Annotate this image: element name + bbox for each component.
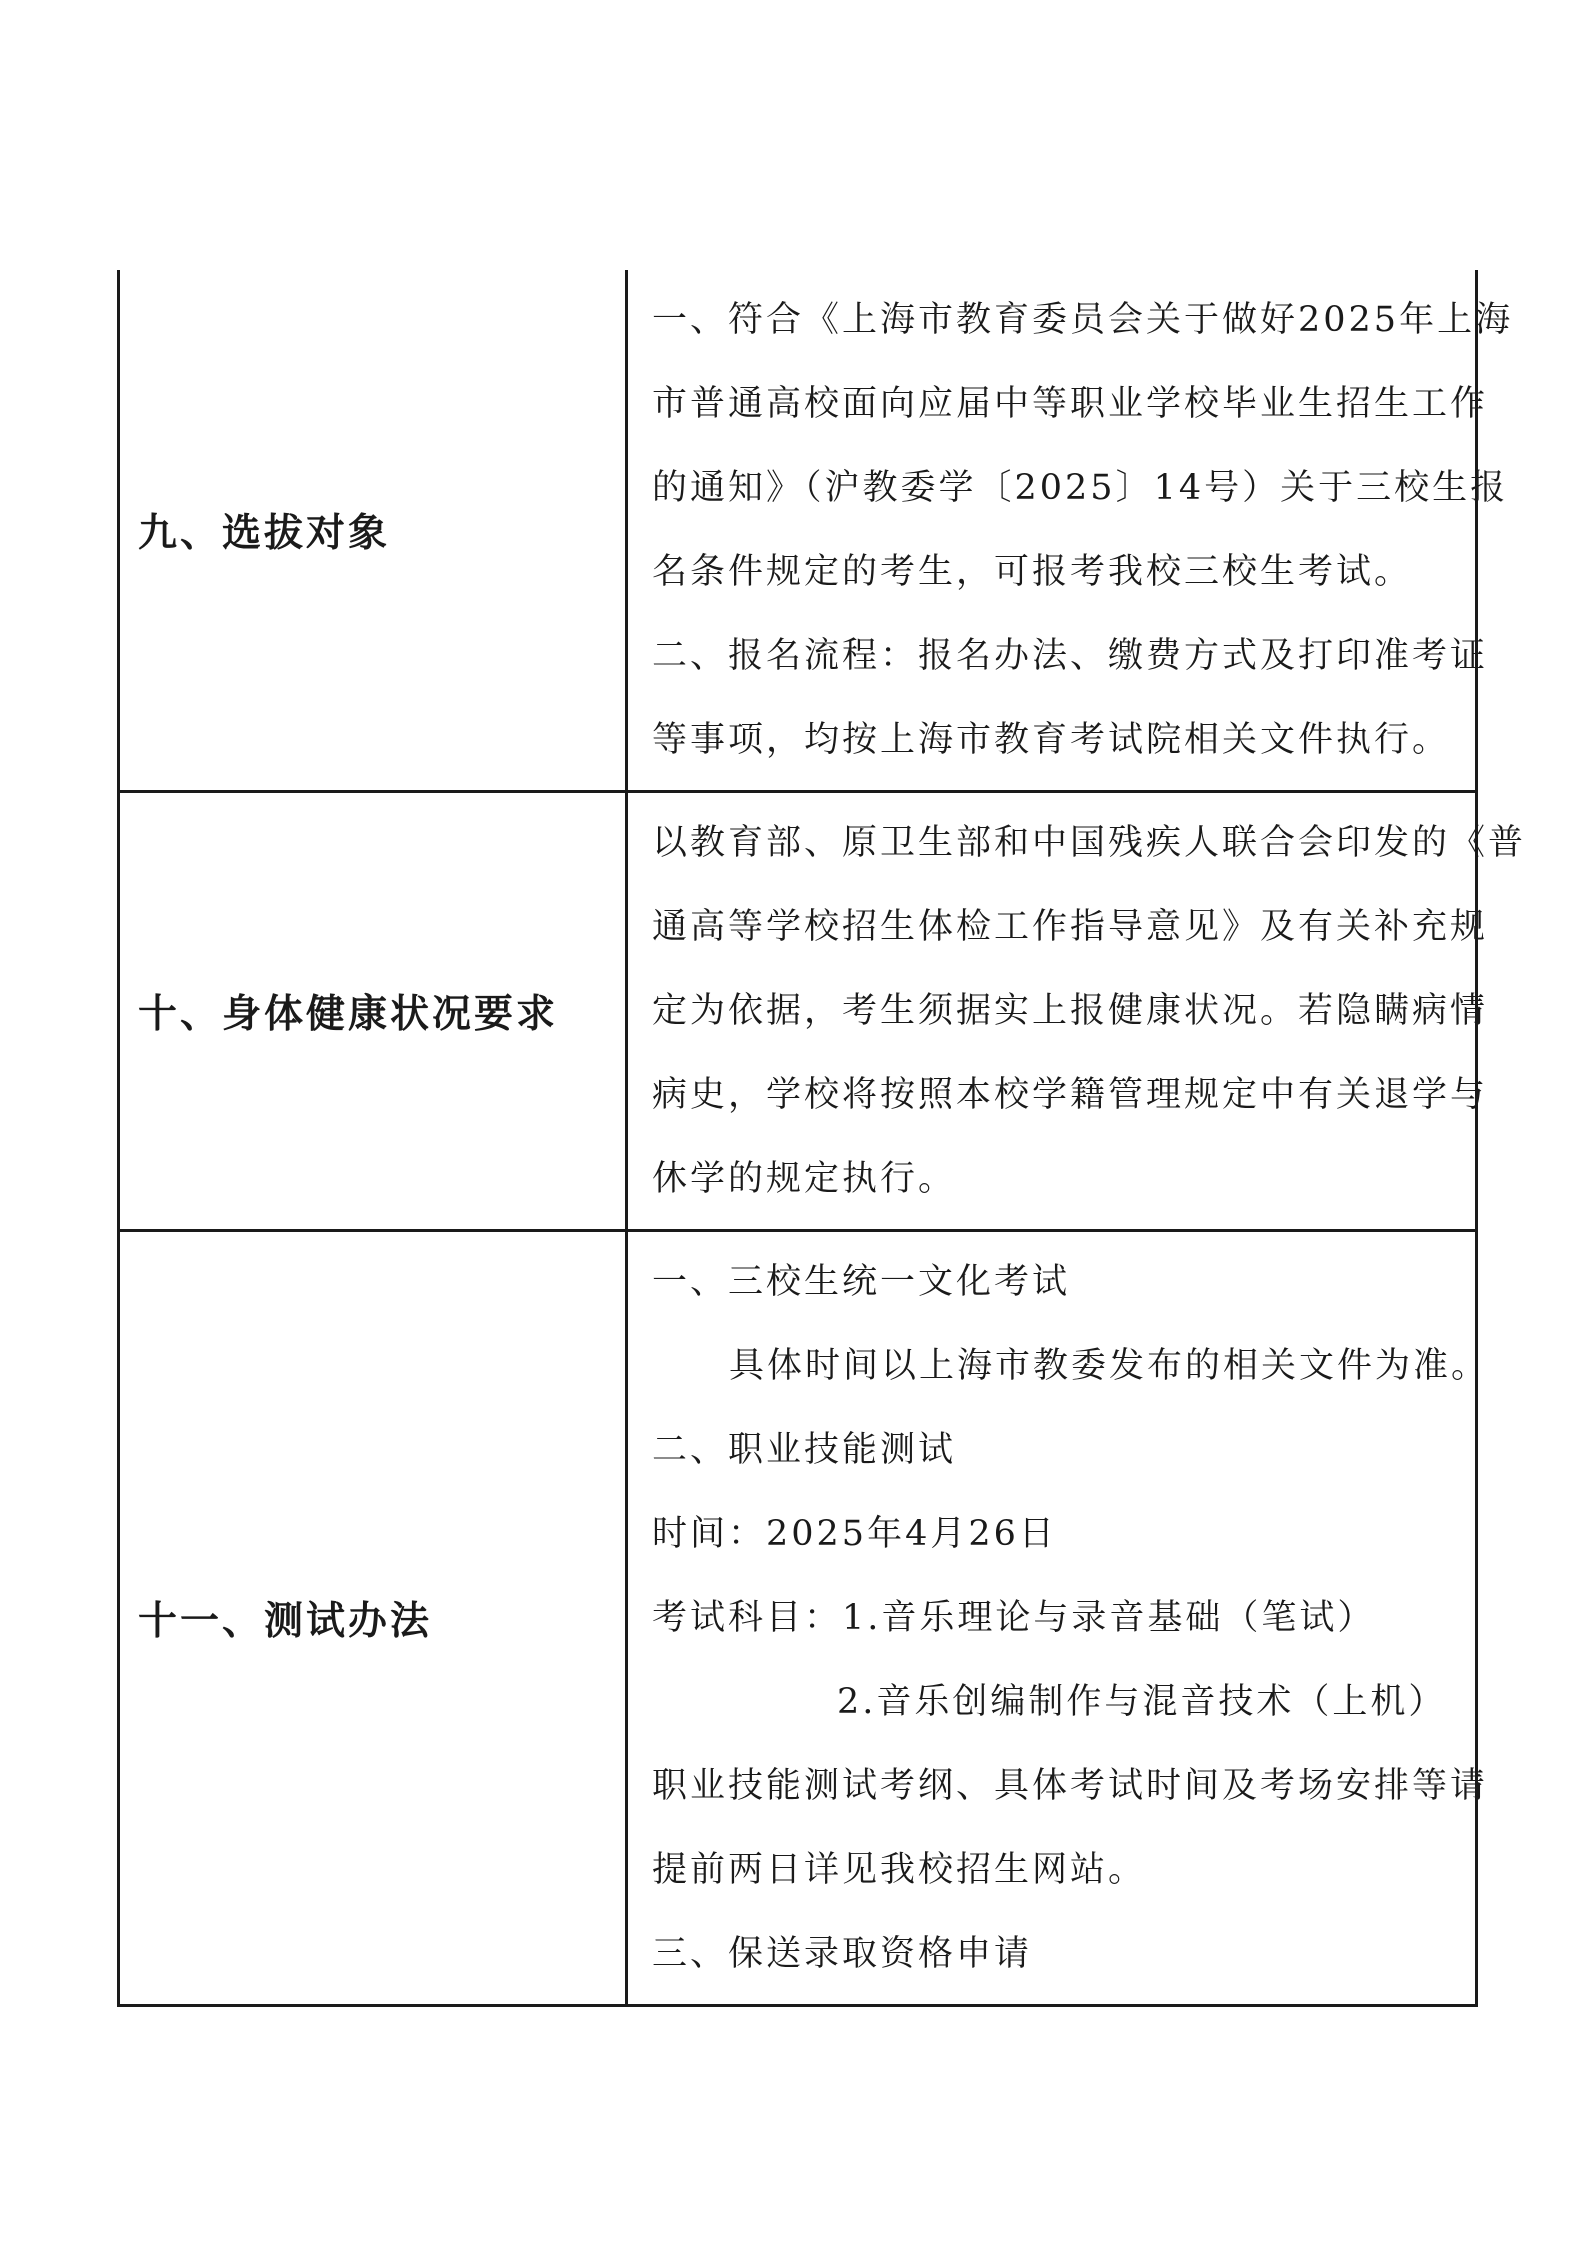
content-line: 二、报名流程：报名办法、缴费方式及打印准考证 <box>652 636 1489 676</box>
content-line: 提前两日详见我校招生网站。 <box>652 1850 1147 1890</box>
content-line: 一、符合《上海市教育委员会关于做好2025年上海 <box>652 300 1514 340</box>
row-content <box>627 270 1514 792</box>
content-line: 具体时间以上海市教委发布的相关文件为准。 <box>729 1346 1490 1386</box>
content-line: 三、保送录取资格申请 <box>652 1934 1033 1974</box>
content-line: 考试科目：1.音乐理论与录音基础（笔试） <box>652 1598 1376 1638</box>
content-line: 等事项，均按上海市教育考试院相关文件执行。 <box>652 720 1451 760</box>
content-line: 定为依据，考生须据实上报健康状况。若隐瞒病情 <box>652 991 1489 1031</box>
row-label: 九、选拔对象 <box>119 270 627 792</box>
table-row <box>119 792 1477 1231</box>
content-line: 市普通高校面向应届中等职业学校毕业生招生工作 <box>652 384 1489 424</box>
table-row <box>119 1231 1477 2006</box>
content-line: 病史，学校将按照本校学籍管理规定中有关退学与 <box>652 1075 1489 1115</box>
content-line: 休学的规定执行。 <box>652 1159 957 1199</box>
admissions-table <box>117 270 1527 2007</box>
content-line: 以教育部、原卫生部和中国残疾人联合会印发的《普 <box>652 823 1527 863</box>
content-line: 一、三校生统一文化考试 <box>652 1262 1071 1302</box>
row-content <box>627 1231 1490 2006</box>
table-row <box>119 270 1477 792</box>
content-line: 的通知》（沪教委学〔2025〕14号）关于三校生报 <box>652 468 1509 508</box>
row-label: 十、身体健康状况要求 <box>119 792 627 1231</box>
content-line: 二、职业技能测试 <box>652 1430 957 1470</box>
row-content <box>627 792 1527 1231</box>
content-line: 通高等学校招生体检工作指导意见》及有关补充规 <box>652 907 1489 947</box>
content-line: 时间：2025年4月26日 <box>652 1514 1057 1554</box>
row-label: 十一、测试办法 <box>119 1231 627 2006</box>
content-line: 职业技能测试考纲、具体考试时间及考场安排等请 <box>652 1766 1489 1806</box>
content-line: 名条件规定的考生，可报考我校三校生考试。 <box>652 552 1413 592</box>
content-line: 2.音乐创编制作与混音技术（上机） <box>837 1682 1447 1722</box>
